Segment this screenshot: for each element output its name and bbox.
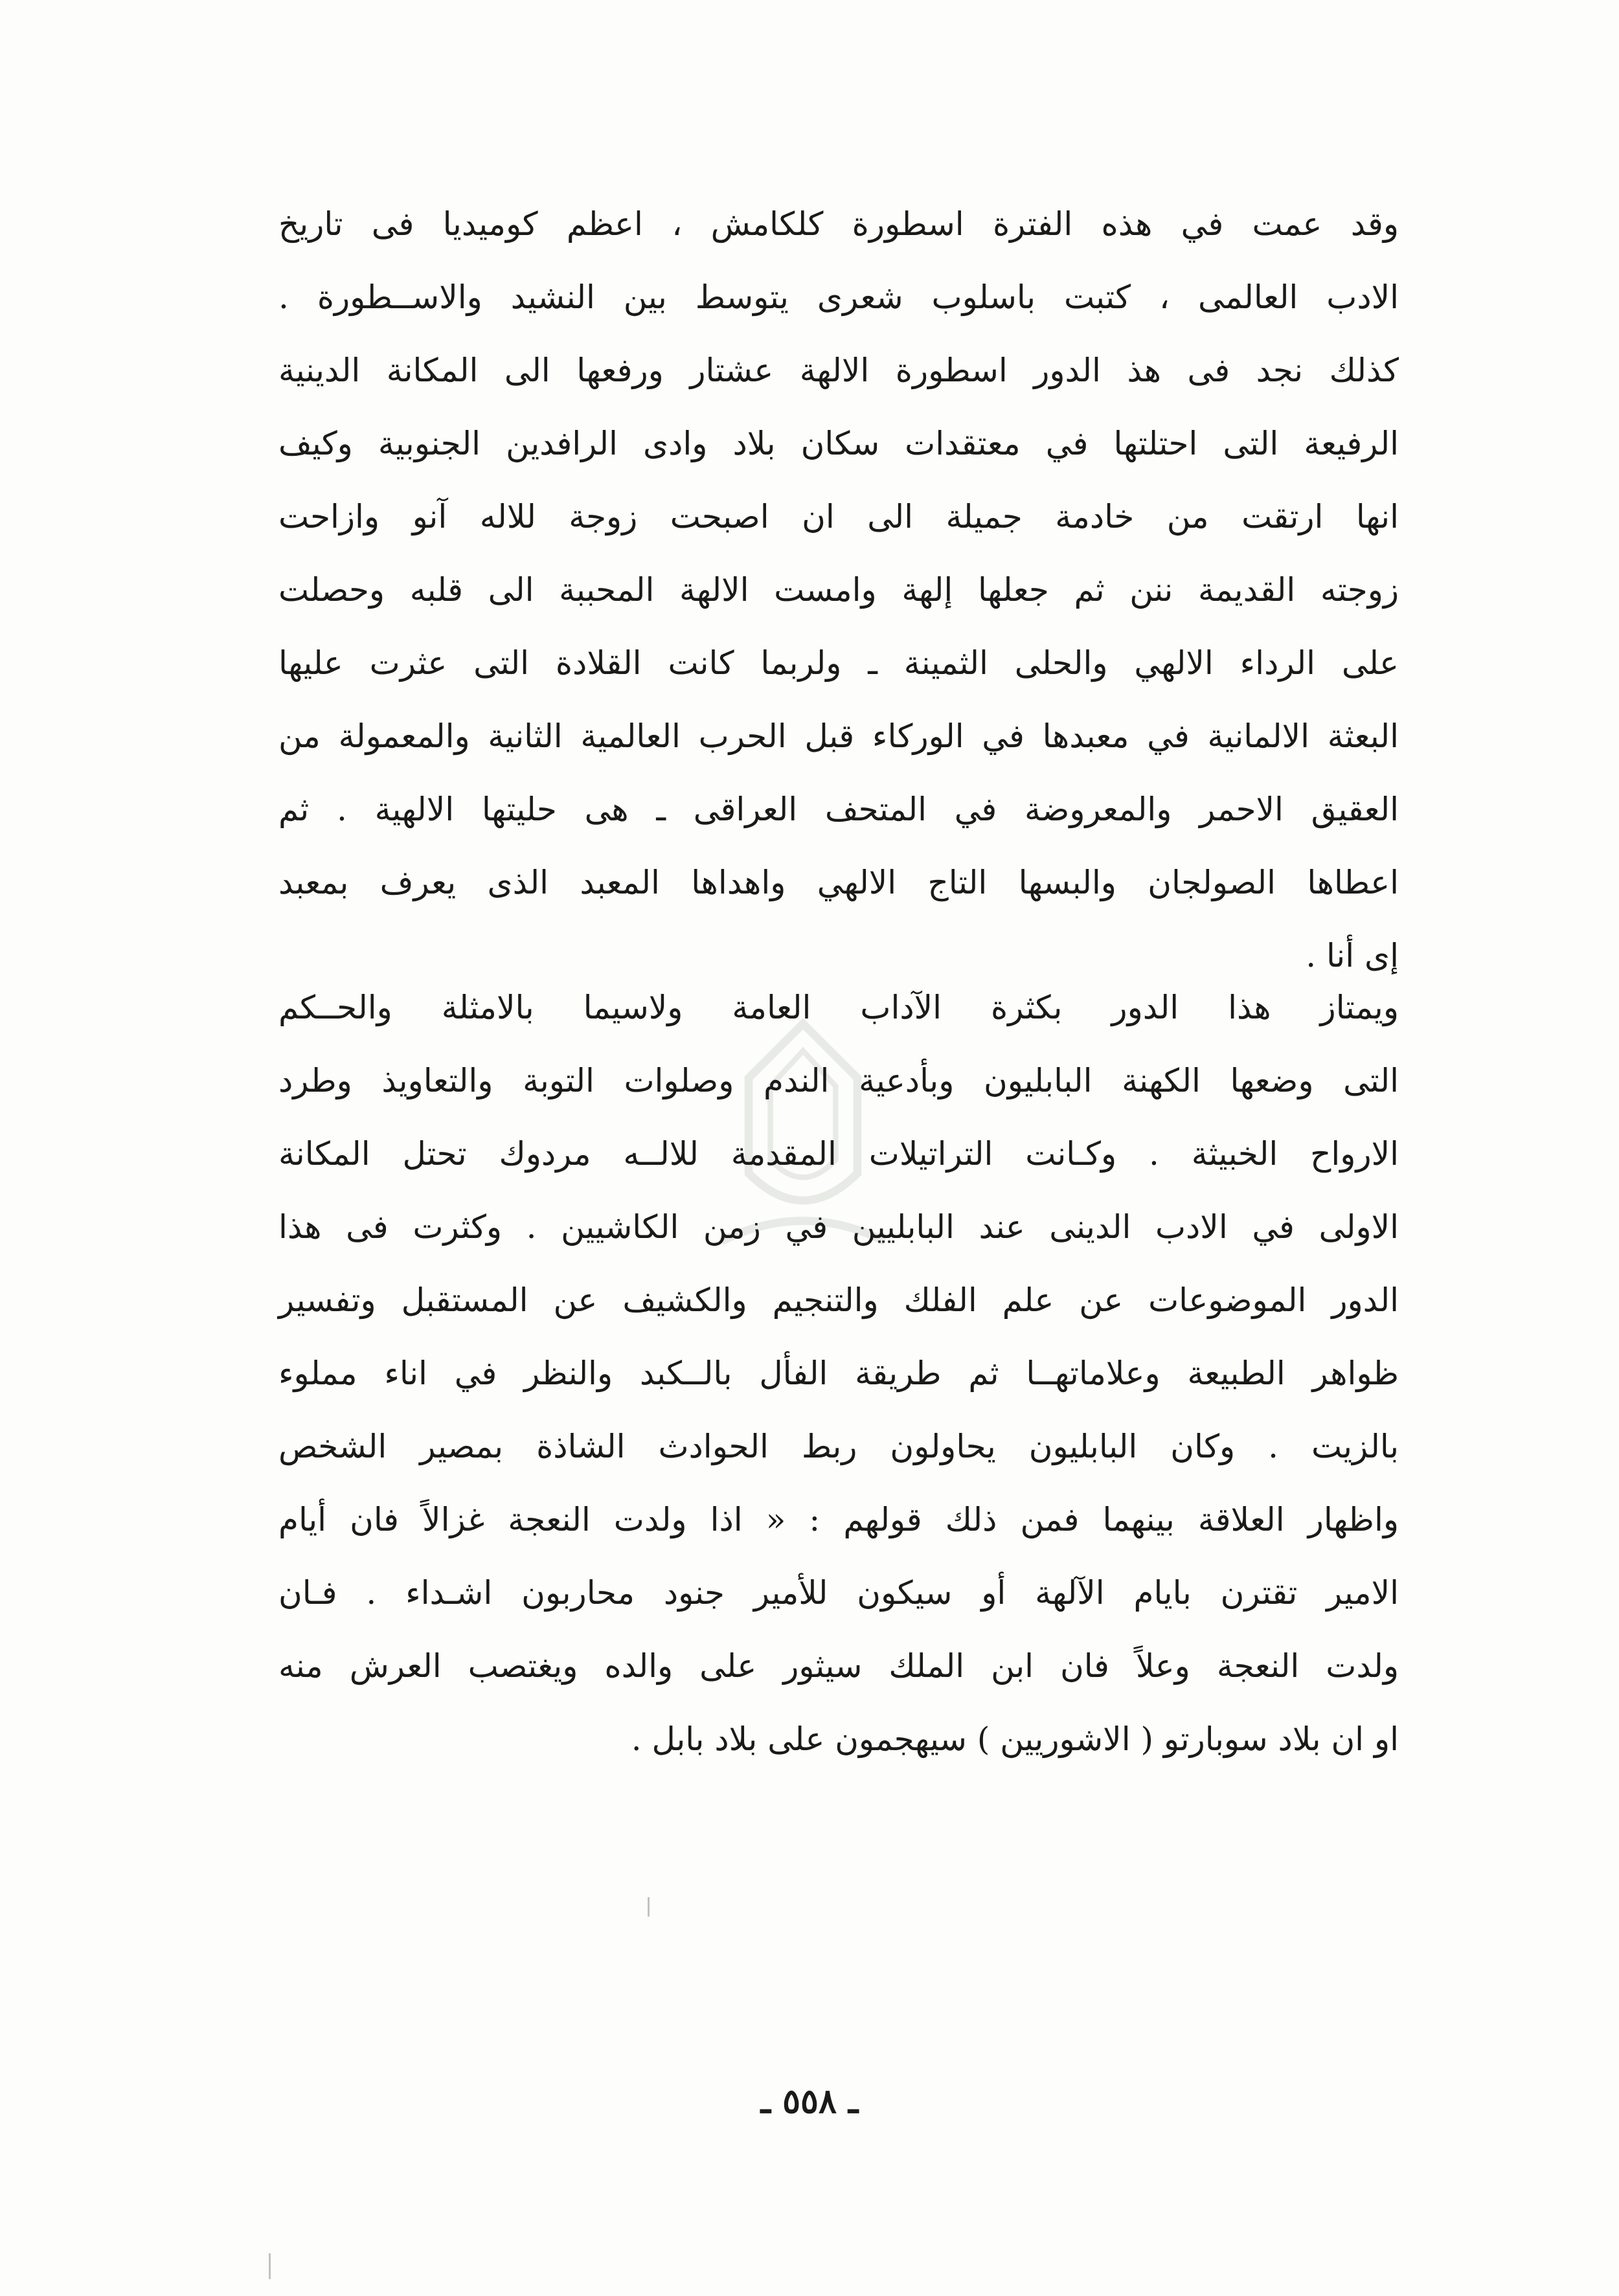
text-line: ويمتاز هذا الدور بكثرة الآداب العامة ولاسيما بالامثلة والحــكم (278, 989, 1399, 1026)
text-line: واظهار العلاقة بينهما فمن ذلك قولهم : « اذا ولدت النعجة غزالاً فان أيام (278, 1501, 1399, 1538)
text-line: الرفيعة التى احتلتها في معتقدات سكان بلاد وادى الرافدين الجنوبية وكيف (278, 425, 1399, 462)
text-line: وقد عمت في هذه الفترة اسطورة كلكامش ، اعظم كوميديا فى تاريخ (278, 205, 1399, 243)
paragraph-2 (278, 971, 1399, 1776)
text-line: البعثة الالمانية في معبدها في الوركاء قبل الحرب العالمية الثانية والمعمولة من (278, 717, 1399, 755)
page-number: ـ ٥٥٨ ـ (760, 2082, 859, 2121)
text-line: ظواهر الطبيعة وعلاماتهــا ثم طريقة الفأل بالــكبد والنظر في اناء مملوء (278, 1355, 1399, 1392)
text-line: الارواح الخبيثة . وكـانت التراتيلات المقدمة للالــه مردوك تحتل المكانة (278, 1135, 1399, 1173)
text-line: ولدت النعجة وعلاً فان ابن الملك سيثور على والده ويغتصب العرش منه (278, 1647, 1399, 1685)
paragraph-1 (278, 188, 1399, 993)
text-line: الادب العالمى ، كتبت باسلوب شعرى يتوسط بين النشيد والاســطورة . (278, 278, 1399, 316)
scan-artifact-mark (648, 1897, 650, 1917)
text-line: الامير تقترن بايام الآلهة أو سيكون للأمير جنود محاربون اشـداء . فـان (278, 1574, 1399, 1612)
text-line: إى أنا . (1306, 937, 1399, 974)
scan-artifact-mark (269, 2253, 271, 2279)
text-line: انها ارتقت من خادمة جميلة الى ان اصبحت زوجة للاله آنو وازاحت (278, 498, 1399, 535)
text-line: على الرداء الالهي والحلى الثمينة ـ ولربما كانت القلادة التى عثرت عليها (278, 644, 1399, 682)
text-line: الاولى في الادب الدينى عند البابليين في زمن الكاشيين . وكثرت فى هذا (278, 1208, 1399, 1246)
text-line: الدور الموضوعات عن علم الفلك والتنجيم والكشيف عن المستقبل وتفسير (278, 1281, 1399, 1319)
text-line: العقيق الاحمر والمعروضة في المتحف العراقى ـ هى حليتها الالهية . ثم (278, 791, 1399, 828)
text-line: بالزيت . وكان البابليون يحاولون ربط الحوادث الشاذة بمصير الشخص (278, 1428, 1399, 1465)
text-line: او ان بلاد سوبارتو ( الاشوريين ) سيهجمون على بلاد بابل . (631, 1720, 1399, 1758)
text-line: التى وضعها الكهنة البابليون وبأدعية الندم وصلوات التوبة والتعاويذ وطرد (278, 1062, 1399, 1099)
text-line: زوجته القديمة ننن ثم جعلها إلهة وامست الالهة المحببة الى قلبه وحصلت (278, 571, 1399, 609)
text-line: اعطاها الصولجان والبسها التاج الالهي واهداها المعبد الذى يعرف بمعبد (278, 864, 1399, 901)
text-line: كذلك نجد فى هذ الدور اسطورة الالهة عشتار ورفعها الى المكانة الدينية (278, 352, 1399, 389)
